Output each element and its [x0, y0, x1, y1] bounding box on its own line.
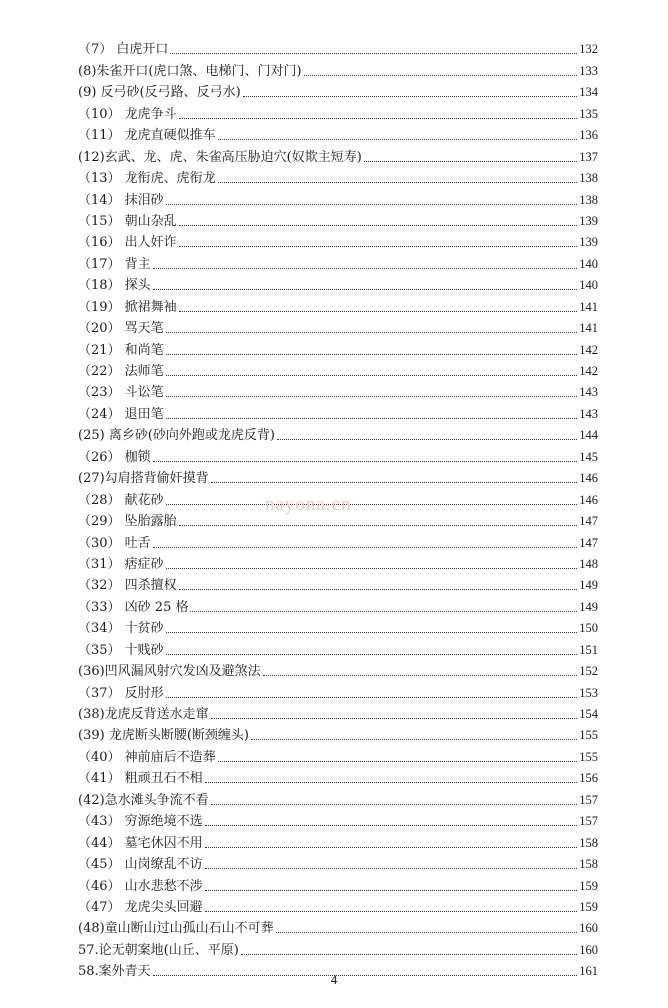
toc-entry-title: （41） 粗顽丑石不相: [78, 771, 203, 787]
toc-entry-page: 153: [579, 685, 598, 700]
toc-entry-title: (25) 离乡砂(砂向外跑或龙虎反背): [78, 428, 275, 444]
toc-entry[interactable]: [78, 765, 598, 786]
toc-entry-page: 146: [579, 492, 598, 507]
toc-entry[interactable]: [78, 465, 598, 486]
dot-leader: [205, 868, 578, 869]
toc-entry-title: （37） 反肘形: [78, 685, 164, 701]
dot-leader: [166, 504, 578, 505]
toc-entry-title: （44） 墓宅休囚不用: [78, 835, 203, 851]
toc-entry-title: 57.论无朝案地(山丘、平原): [78, 942, 239, 958]
toc-entry-title: （23） 斗讼笔: [78, 385, 164, 401]
toc-entry-page: 140: [579, 256, 598, 271]
toc-entry-title: （7） 白虎开口: [78, 42, 169, 58]
toc-entry[interactable]: [78, 894, 598, 915]
toc-entry[interactable]: [78, 36, 598, 57]
toc-entry-page: 155: [579, 749, 598, 764]
dot-leader: [166, 396, 578, 397]
toc-entry-page: 148: [579, 556, 598, 571]
dot-leader: [277, 439, 577, 440]
toc-entry-title: （13） 龙衔虎、虎衔龙: [78, 171, 216, 187]
toc-entry-page: 135: [579, 106, 598, 121]
toc-entry[interactable]: [78, 593, 598, 614]
toc-entry[interactable]: [78, 186, 598, 207]
toc-entry-page: 132: [579, 42, 598, 57]
dot-leader: [166, 568, 578, 569]
toc-entry-title: （30） 吐舌: [78, 535, 151, 551]
toc-entry[interactable]: [78, 165, 598, 186]
toc-entry[interactable]: [78, 572, 598, 593]
dot-leader: [179, 589, 578, 590]
toc-entry[interactable]: [78, 786, 598, 807]
dot-leader: [166, 418, 578, 419]
toc-entry[interactable]: [78, 872, 598, 893]
toc-entry-title: (38)龙虎反背送水走窜: [78, 707, 209, 722]
dot-leader: [218, 761, 578, 762]
dot-leader: [251, 739, 577, 740]
dot-leader: [241, 954, 577, 955]
toc-entry-title: （40） 神前庙后不造葬: [78, 749, 216, 765]
dot-leader: [263, 675, 578, 676]
toc-entry-page: 142: [579, 342, 598, 357]
toc-entry-page: 143: [579, 385, 598, 400]
toc-entry-title: （47） 龙虎尖头回避: [78, 899, 203, 915]
toc-entry-title: （22） 法师笔: [78, 364, 164, 379]
dot-leader: [211, 718, 578, 719]
dot-leader: [166, 632, 578, 633]
toc-entry-page: 140: [579, 278, 598, 293]
toc-entry-title: （11） 龙虎直硬似推车: [78, 128, 216, 144]
toc-entry[interactable]: [78, 250, 598, 271]
dot-leader: [166, 654, 578, 655]
toc-entry[interactable]: [78, 915, 598, 936]
toc-entry-page: 138: [579, 171, 598, 186]
toc-entry[interactable]: [78, 722, 598, 743]
dot-leader: [166, 697, 578, 698]
toc-entry[interactable]: [78, 443, 598, 464]
dot-leader: [153, 289, 578, 290]
dot-leader: [179, 225, 578, 226]
toc-entry[interactable]: [78, 358, 598, 379]
toc-entry-title: （10） 龙虎争斗: [78, 106, 177, 122]
toc-entry-page: 150: [579, 621, 598, 636]
toc-entry[interactable]: [78, 122, 598, 143]
toc-entry-page: 160: [579, 942, 598, 957]
toc-entry-page: 156: [579, 771, 598, 786]
dot-leader: [304, 75, 578, 76]
toc-entry-page: 134: [579, 85, 598, 100]
toc-entry-page: 158: [579, 835, 598, 850]
page-number: 4: [330, 972, 338, 987]
toc-entry-title: (9) 反弓砂(反弓路、反弓水): [78, 85, 241, 101]
toc-entry[interactable]: [78, 615, 598, 636]
toc-entry-page: 146: [579, 471, 598, 486]
toc-entry-title: （33） 凶砂 25 格: [78, 599, 189, 615]
dot-leader: [276, 932, 578, 933]
toc-entry-page: 139: [579, 213, 598, 228]
toc-entry-title: （16） 出人奸诈: [78, 235, 177, 251]
toc-entry[interactable]: [78, 529, 598, 550]
toc-entry-title: (39) 龙虎断头断腰(断颈缠头): [78, 728, 249, 744]
toc-entry-page: 159: [579, 878, 598, 893]
dot-leader: [205, 847, 578, 848]
dot-leader: [153, 268, 578, 269]
toc-entry-title: （35） 十贱砂: [78, 642, 164, 658]
toc-entry-title: （19） 掀裙舞袖: [78, 299, 177, 315]
dot-leader: [166, 354, 578, 355]
toc-entry-page: 147: [579, 535, 598, 550]
toc-entry-title: (12)玄武、龙、虎、朱雀高压胁迫穴(奴欺主短寿): [78, 149, 362, 165]
toc-entry-title: (36)凹风漏风射穴发凶及避煞法: [78, 664, 261, 680]
toc-entry-page: 147: [579, 514, 598, 529]
dot-leader: [211, 482, 578, 483]
dot-leader: [190, 611, 577, 612]
toc-entry[interactable]: [78, 658, 598, 679]
toc-entry-page: 159: [579, 899, 598, 914]
toc-entry-title: （46） 山水悲愁不涉: [78, 878, 203, 894]
toc-entry-title: (27)勾肩搭背偷奸摸背: [78, 471, 209, 487]
toc-entry[interactable]: [78, 829, 598, 850]
toc-entry[interactable]: [78, 229, 598, 250]
dot-leader: [205, 911, 578, 912]
dot-leader: [179, 311, 578, 312]
toc-entry-title: (42)急水滩头争流不看: [78, 792, 209, 808]
toc-entry-page: 149: [579, 599, 598, 614]
toc-entry-title: （32） 四杀擅权: [78, 578, 177, 594]
toc-entry[interactable]: [78, 936, 598, 957]
toc-entry[interactable]: [78, 701, 598, 722]
toc-entry-page: 151: [579, 642, 598, 657]
toc-entry-title: （26） 枷锁: [78, 449, 151, 465]
toc-entry-title: （18） 探头: [78, 278, 151, 294]
toc-entry[interactable]: [78, 551, 598, 572]
toc-entry-title: (48)童山断山过山孤山石山不可葬: [78, 921, 274, 937]
dot-leader: [205, 825, 578, 826]
dot-leader: [153, 461, 578, 462]
toc-entry[interactable]: [78, 636, 598, 657]
toc-entry-page: 158: [579, 857, 598, 872]
toc-entry-page: 155: [579, 728, 598, 743]
toc-entry-page: 139: [579, 235, 598, 250]
toc-entry-title: （43） 穷源绝境不选: [78, 814, 203, 830]
dot-leader: [218, 139, 578, 140]
toc-entry-title: （45） 山岗缭乱不访: [78, 857, 203, 873]
toc-entry-page: 144: [579, 428, 598, 443]
toc-entry-title: （17） 背主: [78, 256, 151, 272]
toc-entry-title: （21） 和尚笔: [78, 342, 164, 358]
dot-leader: [166, 375, 578, 376]
toc-entry-page: 143: [579, 406, 598, 421]
toc-entry-page: 160: [579, 921, 598, 936]
toc-entry-page: 157: [579, 792, 598, 807]
toc-entry[interactable]: [78, 422, 598, 443]
toc-entry-page: 141: [579, 299, 598, 314]
toc-entry-title: （34） 十贫砂: [78, 621, 164, 637]
dot-leader: [205, 890, 578, 891]
toc-entry[interactable]: [78, 315, 598, 336]
toc-entry[interactable]: [78, 293, 598, 314]
toc-entry-page: 145: [579, 449, 598, 464]
toc-entry-page: 161: [579, 964, 598, 979]
toc-entry-title: （15） 朝山杂乱: [78, 213, 177, 229]
toc-entry-page: 152: [579, 664, 598, 679]
toc-entry[interactable]: [78, 808, 598, 829]
toc-entry-title: （31） 痞症砂: [78, 556, 164, 572]
toc-entry-page: 157: [579, 814, 598, 829]
dot-leader: [153, 547, 578, 548]
toc-entry-title: （29） 坠胎露胎: [78, 514, 177, 530]
dot-leader: [364, 161, 577, 162]
watermark: nayona.cn: [265, 494, 352, 515]
dot-leader: [166, 332, 578, 333]
toc-entry[interactable]: [78, 208, 598, 229]
toc-entry-title: （28） 献花砂: [78, 492, 164, 508]
toc-entry-page: 141: [579, 321, 598, 336]
dot-leader: [205, 782, 578, 783]
toc-entry-page: 136: [579, 128, 598, 143]
dot-leader: [211, 804, 578, 805]
dot-leader: [170, 53, 577, 54]
dot-leader: [179, 525, 578, 526]
toc-entry[interactable]: [78, 400, 598, 421]
toc-entry-page: 149: [579, 578, 598, 593]
toc-entry-page: 137: [579, 149, 598, 164]
toc-entry-page: 142: [579, 364, 598, 378]
toc-entry[interactable]: [78, 851, 598, 872]
toc-entry[interactable]: [78, 679, 598, 700]
toc-entry-title: （24） 退田笔: [78, 406, 164, 422]
dot-leader: [218, 182, 578, 183]
toc-entry-page: 133: [579, 63, 598, 78]
toc-entry-title: (8)朱雀开口(虎口煞、电梯门、门对门): [78, 63, 302, 79]
dot-leader: [179, 118, 578, 119]
toc-entry-title: 58.案外青天: [78, 964, 151, 980]
toc-entry-title: （20） 骂天笔: [78, 321, 164, 337]
toc-entry-title: （14） 抹泪砂: [78, 192, 164, 208]
toc-entry[interactable]: [78, 743, 598, 764]
toc-entry[interactable]: [78, 57, 598, 78]
toc-entry[interactable]: [78, 272, 598, 293]
toc-entry[interactable]: [78, 143, 598, 164]
toc-entry-page: 138: [579, 192, 598, 207]
toc-entry[interactable]: [78, 336, 598, 357]
toc-entry[interactable]: [78, 100, 598, 121]
toc-entry-page: 154: [579, 707, 598, 721]
dot-leader: [243, 96, 578, 97]
dot-leader: [179, 246, 578, 247]
toc-entry[interactable]: [78, 79, 598, 100]
dot-leader: [166, 204, 578, 205]
toc-entry[interactable]: [78, 379, 598, 400]
